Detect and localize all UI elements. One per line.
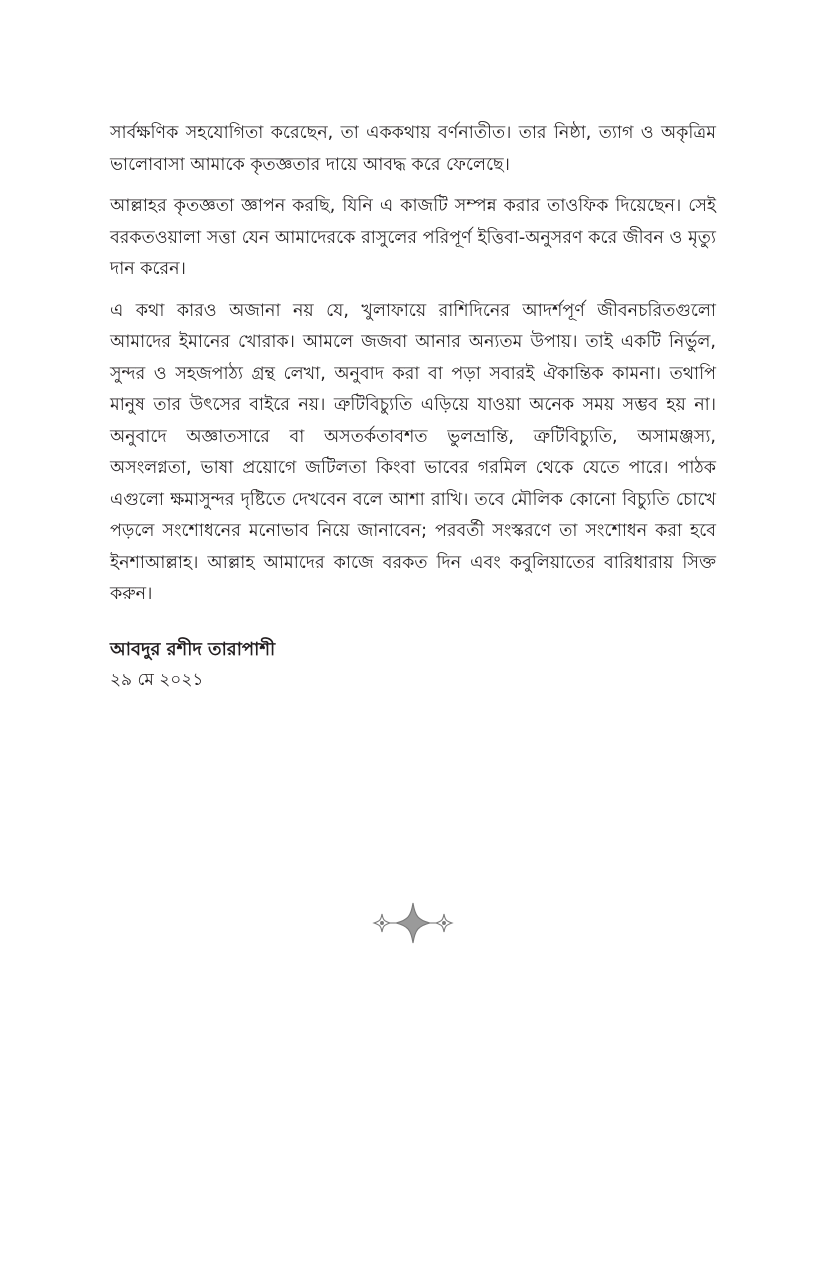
- paragraph-2: আল্লাহর কৃতজ্ঞতা জ্ঞাপন করছি, যিনি এ কাজটি সম্পন্ন করার তাওফিক দিয়েছেন। সেই বরকতওয়ালা সত্তা যেন আমাদেরকে রাসুলের পরিপূর্ণ ইত্তিবা-অনুসরণ করে জীবন ও মৃত্যু দান করেন।: [110, 196, 716, 279]
- paragraph-3: এ কথা কারও অজানা নয় যে, খুলাফায়ে রাশিদিনের আদর্শপূর্ণ জীবনচরিতগুলো আমাদের ইমানের খোরাক। আমলে জজবা আনার অন্যতম উপায়। তাই একটি নির্ভুল, সুন্দর ও সহজপাঠ্য গ্রন্থ লেখা, অনুবাদ করা বা পড়া সবারই ঐকান্তিক কামনা। তথাপি মানুষ তার উৎসের বাইরে নয়। ত্রুটিবিচ্যুতি এড়িয়ে যাওয়া অনেক সময় সম্ভব হয় না। অনুবাদে অজ্ঞাতসারে বা অসতর্কতাবশত ভুলভ্রান্তি, ত্রুটিবিচ্যুতি, অসামঞ্জস্য, অসংলগ্নতা, ভাষা প্রয়োগে জটিলতা কিংবা ভাবের গরমিল থেকে যেতে পারে। পাঠক এগুলো ক্ষমাসুন্দর দৃষ্টিতে দেখবেন বলে আশা রাখি। তবে মৌলিক কোনো বিচ্যুতি চোখে পড়লে সংশোধনের মনোভাব নিয়ে জানাবেন; পরবর্তী সংস্করণে তা সংশোধন করা হবে ইনশাআল্লাহ। আল্লাহ আমাদের কাজে বরকত দিন এবং কবুলিয়াতের বারিধারায় সিক্ত করুন।: [110, 300, 716, 604]
- page-content: [110, 118, 716, 695]
- diamond-star-ornament-icon: [370, 900, 456, 946]
- author-name: আবদুর রশীদ তারাপাশী: [110, 638, 276, 660]
- paragraph-1: সার্বক্ষণিক সহযোগিতা করেছেন, তা এককথায় বর্ণনাতীত। তার নিষ্ঠা, ত্যাগ ও অকৃত্রিম ভালোবাসা আমাকে কৃতজ্ঞতার দায়ে আবদ্ধ করে ফেলেছে।: [110, 123, 716, 175]
- signature-block: [110, 635, 716, 695]
- signature-date: ২৯ মে ২০২১: [110, 669, 204, 690]
